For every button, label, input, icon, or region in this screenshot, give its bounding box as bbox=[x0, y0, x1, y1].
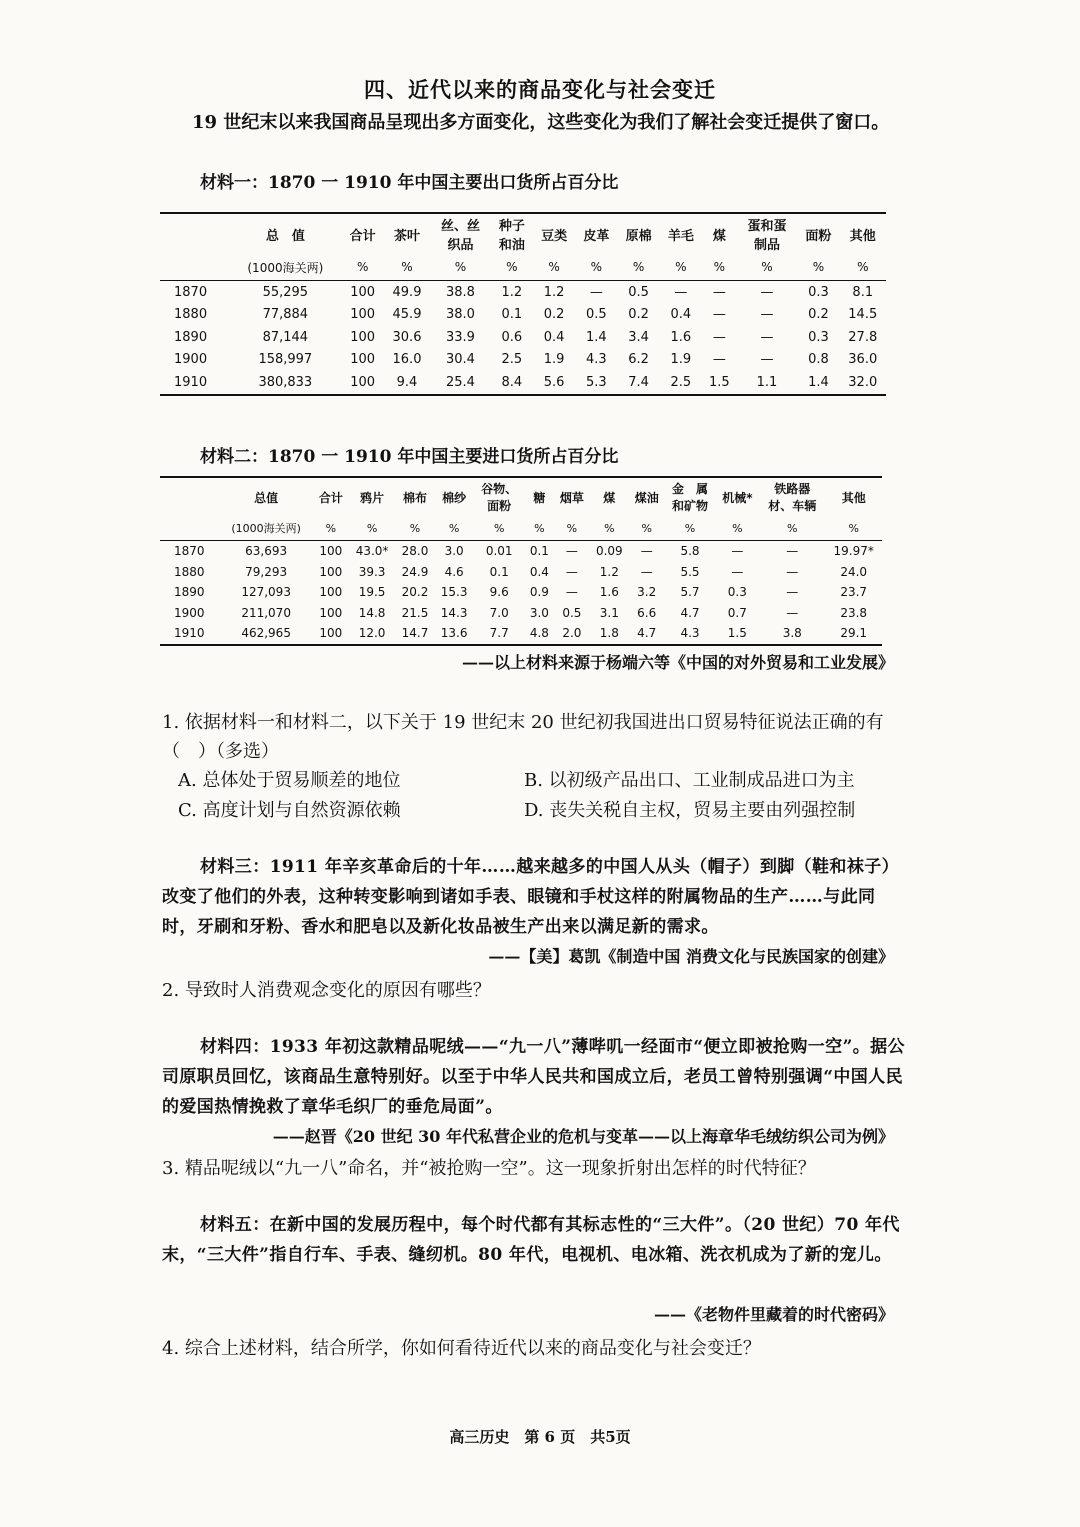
export-units-cell: % bbox=[840, 254, 886, 281]
export-row-cell: 1.9 bbox=[670, 352, 692, 368]
import-units-cell: % bbox=[665, 516, 716, 541]
export-row-cell: — bbox=[712, 352, 726, 368]
import-row-cell: 100 bbox=[319, 605, 343, 620]
question1-stem: 1. 依据材料一和材料二，以下关于 19 世纪末 20 世纪初我国进出口贸易特征说法正确的有 bbox=[162, 712, 884, 733]
import-header-cell: 机械* bbox=[722, 490, 753, 505]
export-header-cell bbox=[160, 213, 229, 254]
import-row-cell: 19.97* bbox=[833, 544, 874, 559]
import-row-cell: 5.5 bbox=[680, 564, 700, 579]
export-units-cell: % bbox=[617, 254, 659, 281]
export-header-cell: 原棉 bbox=[625, 228, 652, 244]
import-row-cell: 23.8 bbox=[840, 605, 868, 620]
import-row-cell: 15.3 bbox=[440, 585, 468, 600]
import-row-cell: 20.2 bbox=[401, 585, 429, 600]
export-row-cell: — bbox=[712, 284, 726, 300]
import-row-cell: 211,070 bbox=[241, 605, 291, 620]
import-row-cell: 5.7 bbox=[680, 585, 700, 600]
import-row-cell: 100 bbox=[319, 564, 343, 579]
import-row-cell: 5.8 bbox=[680, 544, 700, 559]
import-header-cell: 鸦片 bbox=[360, 490, 385, 505]
import-row-cell: 1.6 bbox=[599, 585, 619, 600]
export-row-cell: 0.3 bbox=[808, 284, 829, 300]
export-row-cell: 2.5 bbox=[670, 374, 692, 390]
export-units-cell: % bbox=[533, 254, 575, 281]
export-header-cell: 皮革 bbox=[583, 228, 610, 244]
export-row-cell: 7.4 bbox=[628, 374, 649, 390]
import-header-cell: 棉布 bbox=[402, 490, 427, 505]
export-row-cell: 0.4 bbox=[543, 329, 565, 345]
export-row-cell: 1.4 bbox=[586, 329, 607, 345]
question1-option-c: C. 高度计划与自然资源依赖 bbox=[178, 800, 401, 821]
import-units-cell: % bbox=[525, 516, 554, 541]
import-units-cell: % bbox=[554, 516, 590, 541]
export-row bbox=[160, 371, 886, 395]
export-row-cell: — bbox=[674, 284, 688, 300]
import-row-cell: 1870 bbox=[174, 544, 205, 559]
export-row-cell: 33.9 bbox=[445, 329, 475, 345]
import-row-cell: 7.0 bbox=[489, 605, 509, 620]
import-row-cell: 4.7 bbox=[637, 626, 657, 641]
import-row-cell: — bbox=[786, 585, 799, 600]
import-header-cell bbox=[160, 477, 219, 516]
import-row-cell: 1890 bbox=[174, 585, 205, 600]
import-row-cell: 28.0 bbox=[401, 544, 429, 559]
import-row-cell: 0.3 bbox=[727, 585, 747, 600]
import-row-cell: 0.01 bbox=[485, 544, 513, 559]
export-header-cell: 蛋和蛋 制品 bbox=[747, 219, 787, 253]
export-row-cell: 0.5 bbox=[586, 307, 607, 323]
import-header-cell: 棉纱 bbox=[442, 490, 467, 505]
export-row-cell: 0.2 bbox=[808, 307, 829, 323]
import-row-cell: 3.8 bbox=[782, 626, 802, 641]
material5-text: 材料五：在新中国的发展历程中，每个时代都有其标志性的“三大件”。（20 世纪）70 年代末，“三大件”指自行车、手表、缝纫机。80 年代，电视机、电冰箱、洗衣机成为了新的宠儿。 bbox=[162, 1215, 900, 1265]
import-table bbox=[160, 476, 882, 646]
export-row-cell: 8.1 bbox=[852, 284, 874, 300]
material4-text: 材料四：1933 年初这款精品呢绒——“九一八”薄哔叽一经面市“便立即被抢购一空”。据公司原职员回忆，该商品生意特别好。以至于中华人民共和国成立后，老员工曾特别强调“中国人民的爱国热情挽救了章华毛织厂的垂危局面”。 bbox=[162, 1037, 905, 1117]
export-row-cell: — bbox=[712, 307, 726, 323]
import-units-cell: % bbox=[716, 516, 760, 541]
export-units-cell: % bbox=[384, 254, 430, 281]
export-row-cell: 5.6 bbox=[543, 374, 565, 390]
export-row-cell: 38.0 bbox=[445, 307, 475, 323]
import-row-cell: 24.9 bbox=[401, 564, 429, 579]
material4-source: ——赵晋《20 世纪 30 年代私营企业的危机与变革——以上海章华毛绒纺织公司为例》 bbox=[272, 1127, 894, 1146]
export-row-cell: 1.6 bbox=[670, 329, 692, 345]
import-row-cell: 9.6 bbox=[489, 585, 509, 600]
import-row-cell: — bbox=[731, 564, 744, 579]
export-row-cell: 0.3 bbox=[808, 329, 829, 345]
export-row-cell: 3.4 bbox=[628, 329, 649, 345]
import-row-cell: 1.5 bbox=[727, 626, 747, 641]
import-row-cell: 462,965 bbox=[241, 626, 291, 641]
export-row-cell: 9.4 bbox=[396, 374, 418, 390]
import-units bbox=[160, 516, 882, 541]
import-units-cell: % bbox=[349, 516, 396, 541]
import-header-cell: 烟草 bbox=[559, 490, 584, 505]
import-header-cell: 铁路器 材、车辆 bbox=[768, 482, 817, 513]
export-row-cell: 100 bbox=[350, 374, 376, 390]
question1-option-d: D. 丧失关税自主权，贸易主要由列强控制 bbox=[524, 800, 856, 821]
import-row-cell: 14.8 bbox=[358, 605, 386, 620]
export-row-cell: 1910 bbox=[174, 374, 208, 390]
import-row-cell: 3.0 bbox=[444, 544, 464, 559]
import-row-cell: 14.3 bbox=[440, 605, 468, 620]
export-row-cell: 1.2 bbox=[501, 284, 523, 300]
import-row-cell: 21.5 bbox=[401, 605, 429, 620]
import-row-cell: — bbox=[640, 564, 653, 579]
import-header-cell: 金 属 和矿物 bbox=[672, 482, 709, 513]
import-units-cell: % bbox=[825, 516, 882, 541]
question1-option-b: B. 以初级产品出口、工业制成品进口为主 bbox=[524, 770, 855, 791]
export-row-cell: 1.4 bbox=[808, 374, 829, 390]
import-row-cell: 43.0* bbox=[355, 544, 389, 559]
export-row-cell: 1.5 bbox=[709, 374, 730, 390]
import-row-cell: — bbox=[786, 564, 799, 579]
export-row-cell: 30.6 bbox=[392, 329, 422, 345]
material5-source: ——《老物件里藏着的时代密码》 bbox=[653, 1305, 894, 1324]
export-header-cell: 面粉 bbox=[805, 228, 832, 244]
question2: 2. 导致时人消费观念变化的原因有哪些？ bbox=[162, 980, 491, 1001]
import-row-cell: — bbox=[731, 544, 744, 559]
import-row-cell: 4.7 bbox=[680, 605, 700, 620]
export-units-cell: % bbox=[660, 254, 702, 281]
import-row-cell: 100 bbox=[319, 544, 343, 559]
import-row bbox=[160, 603, 882, 624]
material2-title: 材料二：1870 一 1910 年中国主要进口货所占百分比 bbox=[200, 447, 619, 467]
import-row-cell: 0.9 bbox=[529, 585, 549, 600]
export-row-cell: 1.9 bbox=[543, 352, 565, 368]
export-header-cell: 合计 bbox=[349, 228, 376, 244]
export-row-cell: 100 bbox=[350, 284, 376, 300]
import-row-cell: — bbox=[565, 585, 578, 600]
export-row-cell: 1900 bbox=[174, 352, 208, 368]
import-row-cell: 4.6 bbox=[444, 564, 464, 579]
import-row bbox=[160, 562, 882, 583]
export-row-cell: 16.0 bbox=[392, 352, 422, 368]
export-row-cell: 27.8 bbox=[848, 329, 878, 345]
import-row-cell: 29.1 bbox=[840, 626, 868, 641]
export-header-cell: 种子 和油 bbox=[498, 219, 525, 253]
export-table bbox=[160, 212, 886, 396]
export-row-cell: 0.2 bbox=[628, 307, 649, 323]
material2-source: ——以上材料来源于杨端六等《中国的对外贸易和工业发展》 bbox=[461, 653, 894, 672]
import-row-cell: 23.7 bbox=[840, 585, 868, 600]
import-row-cell: 1.8 bbox=[599, 626, 619, 641]
export-row bbox=[160, 304, 886, 327]
import-units-cell: % bbox=[395, 516, 434, 541]
import-units-cell: % bbox=[474, 516, 525, 541]
import-header-cell: 合计 bbox=[318, 490, 343, 505]
export-header-cell: 其他 bbox=[849, 228, 876, 244]
export-row-cell: 45.9 bbox=[392, 307, 422, 323]
import-row-cell: 63,693 bbox=[245, 544, 288, 559]
import-header-cell: 谷物、 面粉 bbox=[481, 482, 518, 513]
import-row-cell: 0.1 bbox=[489, 564, 509, 579]
import-units-cell: (1000海关两) bbox=[219, 516, 313, 541]
import-header bbox=[160, 477, 882, 516]
import-row-cell: 13.6 bbox=[440, 626, 468, 641]
import-row-cell: — bbox=[565, 544, 578, 559]
export-row-cell: 4.3 bbox=[586, 352, 607, 368]
export-row bbox=[160, 326, 886, 349]
export-row-cell: 100 bbox=[350, 352, 376, 368]
export-header-cell: 丝、丝 织品 bbox=[440, 219, 480, 253]
import-row-cell: — bbox=[565, 564, 578, 579]
export-row-cell: 2.5 bbox=[501, 352, 523, 368]
import-row-cell: 3.1 bbox=[599, 605, 619, 620]
question3: 3. 精品呢绒以“九一八”命名，并“被抢购一空”。这一现象折射出怎样的时代特征？ bbox=[162, 1158, 816, 1179]
export-row-cell: 100 bbox=[350, 329, 376, 345]
import-row-cell: 4.3 bbox=[680, 626, 700, 641]
import-row-cell: 12.0 bbox=[358, 626, 386, 641]
export-units bbox=[160, 254, 886, 281]
export-row-cell: — bbox=[760, 284, 774, 300]
export-row-cell: 1.2 bbox=[543, 284, 565, 300]
export-header-cell: 茶叶 bbox=[393, 228, 420, 244]
import-row-cell: 1900 bbox=[174, 605, 205, 620]
export-units-cell: % bbox=[342, 254, 384, 281]
import-units-cell: % bbox=[590, 516, 629, 541]
export-row-cell: 38.8 bbox=[445, 284, 475, 300]
export-row-cell: — bbox=[712, 329, 726, 345]
import-row-cell: 0.4 bbox=[529, 564, 549, 579]
export-row-cell: 1890 bbox=[174, 329, 208, 345]
export-header-cell: 羊毛 bbox=[667, 228, 694, 244]
import-row-cell: — bbox=[640, 544, 653, 559]
import-units-cell: % bbox=[435, 516, 474, 541]
import-row-cell: 0.09 bbox=[595, 544, 623, 559]
import-row-cell: 2.0 bbox=[562, 626, 582, 641]
export-row-cell: 14.5 bbox=[848, 307, 878, 323]
import-row-cell: — bbox=[786, 544, 799, 559]
material3-source: ——【美】葛凯《制造中国 消费文化与民族国家的创建》 bbox=[488, 947, 894, 966]
export-row-cell: 0.1 bbox=[501, 307, 523, 323]
section-intro: 19 世纪末以来我国商品呈现出多方面变化，这些变化为我们了解社会变迁提供了窗口。 bbox=[192, 112, 890, 133]
import-row-cell: 0.1 bbox=[529, 544, 549, 559]
export-row-cell: 36.0 bbox=[848, 352, 878, 368]
export-row-cell: — bbox=[760, 307, 774, 323]
import-header-cell: 糖 bbox=[533, 490, 546, 505]
import-row-cell: 127,093 bbox=[241, 585, 291, 600]
material3-text: 材料三：1911 年辛亥革命后的十年……越来越多的中国人从头（帽子）到脚（鞋和袜子）改变了他们的外表，这种转变影响到诸如手表、眼镜和手杖这样的附属物品的生产……与此同时，牙刷和牙粉、香水和肥皂以及新化妆品被生产出来以满足新的需求。 bbox=[162, 857, 900, 937]
import-row-cell: 4.8 bbox=[529, 626, 549, 641]
export-row-cell: 0.5 bbox=[628, 284, 649, 300]
import-row-cell: 0.7 bbox=[727, 605, 747, 620]
import-units-cell: % bbox=[759, 516, 825, 541]
export-units-cell: % bbox=[737, 254, 798, 281]
export-row bbox=[160, 281, 886, 304]
export-row-cell: 0.2 bbox=[543, 307, 565, 323]
question1-option-a: A. 总体处于贸易顺差的地位 bbox=[178, 770, 401, 791]
export-row-cell: 380,833 bbox=[258, 374, 313, 390]
question4: 4. 综合上述材料，结合所学，你如何看待近代以来的商品变化与社会变迁？ bbox=[162, 1338, 761, 1359]
import-row-cell: 1.2 bbox=[599, 564, 619, 579]
question1-choice-hint: （ ）（多选） bbox=[162, 741, 279, 762]
import-row-cell: 3.2 bbox=[637, 585, 657, 600]
import-header-cell: 其他 bbox=[841, 490, 866, 505]
import-units-cell: % bbox=[313, 516, 349, 541]
import-row-cell: 6.6 bbox=[637, 605, 657, 620]
export-row-cell: 25.4 bbox=[445, 374, 475, 390]
export-row-cell: — bbox=[589, 284, 603, 300]
import-row-cell: 100 bbox=[319, 626, 343, 641]
export-header bbox=[160, 213, 886, 254]
export-row-cell: 30.4 bbox=[445, 352, 475, 368]
export-row-cell: 100 bbox=[350, 307, 376, 323]
section-title: 四、近代以来的商品变化与社会变迁 bbox=[364, 77, 716, 102]
export-row-cell: 32.0 bbox=[848, 374, 878, 390]
import-row-cell: 1910 bbox=[174, 626, 205, 641]
import-row-cell: 7.7 bbox=[489, 626, 509, 641]
import-row-cell: 24.0 bbox=[840, 564, 868, 579]
export-row-cell: 0.6 bbox=[501, 329, 523, 345]
export-units-cell bbox=[160, 254, 229, 281]
import-row-cell: 39.3 bbox=[358, 564, 386, 579]
import-header-cell: 煤油 bbox=[634, 490, 659, 505]
page-footer: 高三历史 第 6 页 共5页 bbox=[449, 1428, 631, 1446]
export-row-cell: 49.9 bbox=[392, 284, 422, 300]
export-units-cell: % bbox=[430, 254, 491, 281]
export-row-cell: 0.4 bbox=[670, 307, 692, 323]
export-row-cell: 5.3 bbox=[586, 374, 607, 390]
import-row-cell: 0.5 bbox=[562, 605, 582, 620]
import-header-cell: 煤 bbox=[603, 490, 616, 505]
import-row-cell: 79,293 bbox=[245, 564, 288, 579]
export-units-cell: % bbox=[797, 254, 839, 281]
export-row-cell: — bbox=[760, 352, 774, 368]
export-units-cell: % bbox=[491, 254, 533, 281]
import-row bbox=[160, 623, 882, 645]
export-units-cell: (1000海关两) bbox=[229, 254, 341, 281]
export-row-cell: 1870 bbox=[174, 284, 208, 300]
export-header-cell: 总 值 bbox=[265, 228, 305, 244]
export-row-cell: 87,144 bbox=[262, 329, 309, 345]
import-row-cell: 100 bbox=[319, 585, 343, 600]
import-row-cell: 19.5 bbox=[358, 585, 386, 600]
export-row-cell: 6.2 bbox=[628, 352, 649, 368]
import-units-cell: % bbox=[629, 516, 665, 541]
export-row-cell: — bbox=[760, 329, 774, 345]
export-header-cell: 豆类 bbox=[541, 228, 568, 244]
export-header-cell: 煤 bbox=[712, 228, 726, 244]
import-row-cell: — bbox=[786, 605, 799, 620]
import-row bbox=[160, 541, 882, 562]
export-row-cell: 55,295 bbox=[262, 284, 309, 300]
export-row bbox=[160, 349, 886, 372]
export-units-cell: % bbox=[702, 254, 737, 281]
export-row-cell: 77,884 bbox=[262, 307, 309, 323]
material1-title: 材料一：1870 一 1910 年中国主要出口货所占百分比 bbox=[200, 173, 619, 193]
import-row-cell: 1880 bbox=[174, 564, 205, 579]
export-row-cell: 0.8 bbox=[808, 352, 829, 368]
export-row-cell: 1880 bbox=[174, 307, 208, 323]
import-units-cell bbox=[160, 516, 219, 541]
import-row-cell: 14.7 bbox=[401, 626, 429, 641]
export-row-cell: 158,997 bbox=[258, 352, 313, 368]
export-row-cell: 8.4 bbox=[501, 374, 523, 390]
export-row-cell: 1.1 bbox=[756, 374, 778, 390]
import-row bbox=[160, 582, 882, 603]
export-units-cell: % bbox=[575, 254, 617, 281]
import-row-cell: 3.0 bbox=[529, 605, 549, 620]
import-header-cell: 总值 bbox=[254, 490, 279, 505]
